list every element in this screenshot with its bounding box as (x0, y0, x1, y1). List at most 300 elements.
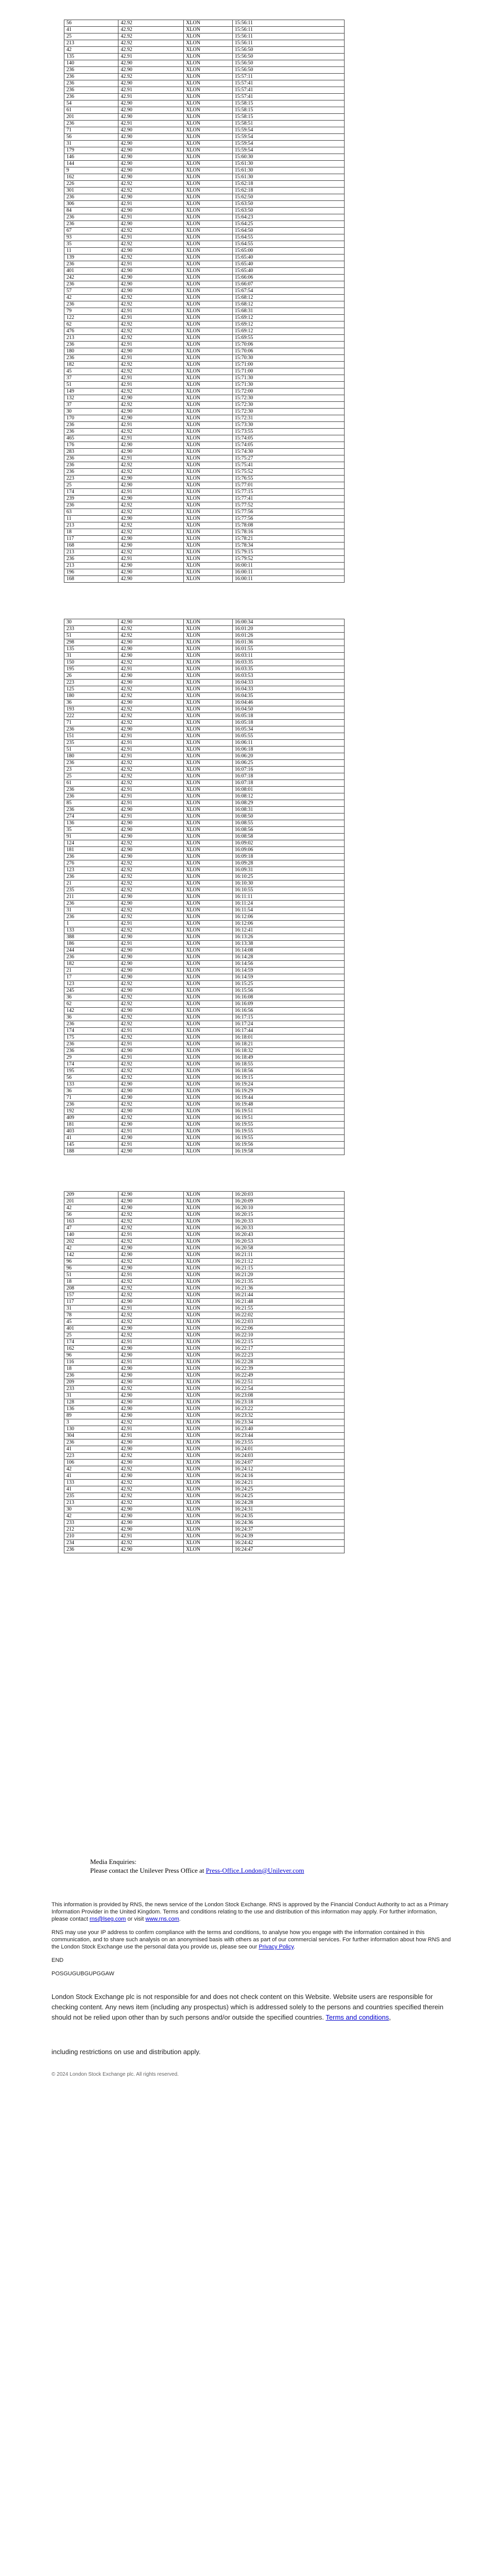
venue-cell: XLON (184, 455, 233, 462)
price-cell: 42.90 (118, 1547, 184, 1553)
time-cell: 15:56:11 (232, 27, 344, 33)
table-row (64, 409, 345, 415)
time-cell: 15:68:12 (232, 295, 344, 301)
price-cell: 42.90 (118, 496, 184, 502)
venue-cell: XLON (184, 927, 233, 934)
venue-cell: XLON (184, 1115, 233, 1122)
volume-cell: 236 (64, 121, 118, 127)
volume-cell: 117 (64, 536, 118, 543)
time-cell: 15:77:56 (232, 509, 344, 516)
table-row (64, 1108, 345, 1115)
volume-cell: 31 (64, 907, 118, 914)
venue-cell: XLON (184, 295, 233, 301)
volume-cell: 236 (64, 954, 118, 961)
venue-cell: XLON (184, 1108, 233, 1115)
venue-cell: XLON (184, 867, 233, 874)
volume-cell: 125 (64, 686, 118, 693)
time-cell: 16:13:26 (232, 934, 344, 941)
privacy-policy-link[interactable]: Privacy Policy (259, 1944, 294, 1950)
price-cell: 42.90 (118, 968, 184, 974)
time-cell: 15:62:18 (232, 188, 344, 194)
venue-cell: XLON (184, 646, 233, 653)
venue-cell: XLON (184, 1393, 233, 1399)
trade-table-block (64, 1191, 345, 1553)
table-row (64, 1413, 345, 1419)
time-cell: 16:24:03 (232, 1453, 344, 1460)
time-cell: 15:78:34 (232, 543, 344, 549)
time-cell: 16:04:50 (232, 706, 344, 713)
table-row (64, 820, 345, 827)
venue-cell: XLON (184, 793, 233, 800)
price-cell: 42.92 (118, 1332, 184, 1339)
table-row (64, 907, 345, 914)
price-cell: 42.90 (118, 1413, 184, 1419)
time-cell: 16:01:55 (232, 646, 344, 653)
privacy-text-2: . (294, 1944, 296, 1950)
price-cell: 42.90 (118, 281, 184, 288)
terms-link[interactable]: Terms and conditions (325, 2013, 389, 2021)
time-cell: 16:24:39 (232, 1533, 344, 1540)
venue-cell: XLON (184, 462, 233, 469)
time-cell: 16:22:28 (232, 1359, 344, 1366)
price-cell: 42.92 (118, 328, 184, 335)
table-row (64, 974, 345, 981)
price-cell: 42.90 (118, 1135, 184, 1142)
time-cell: 16:01:36 (232, 639, 344, 646)
volume-cell: 11 (64, 516, 118, 522)
volume-cell: 18 (64, 1366, 118, 1372)
table-row (64, 961, 345, 968)
table-row (64, 814, 345, 820)
volume-cell: 403 (64, 1128, 118, 1135)
time-cell: 16:11:24 (232, 901, 344, 907)
volume-cell: 236 (64, 1372, 118, 1379)
price-cell: 42.90 (118, 1439, 184, 1446)
price-cell: 42.90 (118, 134, 184, 141)
venue-cell: XLON (184, 335, 233, 342)
table-row (64, 1279, 345, 1285)
table-row (64, 1272, 345, 1279)
table-row (64, 867, 345, 874)
price-cell: 42.92 (118, 368, 184, 375)
venue-cell: XLON (184, 988, 233, 994)
table-row (64, 787, 345, 793)
venue-cell: XLON (184, 700, 233, 706)
time-cell: 16:01:20 (232, 626, 344, 633)
venue-cell: XLON (184, 740, 233, 747)
time-cell: 15:72:00 (232, 388, 344, 395)
price-cell: 42.91 (118, 1339, 184, 1346)
time-cell: 15:59:54 (232, 127, 344, 134)
time-cell: 16:24:07 (232, 1460, 344, 1466)
time-cell: 15:75:52 (232, 469, 344, 476)
time-cell: 15:65:40 (232, 261, 344, 268)
table-row (64, 847, 345, 854)
price-cell: 42.91 (118, 1232, 184, 1239)
venue-cell: XLON (184, 921, 233, 927)
table-row (64, 834, 345, 840)
volume-cell: 45 (64, 368, 118, 375)
table-row (64, 700, 345, 706)
table-row (64, 502, 345, 509)
time-cell: 16:22:10 (232, 1332, 344, 1339)
price-cell: 42.90 (118, 653, 184, 659)
venue-cell: XLON (184, 47, 233, 54)
venue-cell: XLON (184, 1319, 233, 1326)
venue-cell: XLON (184, 1332, 233, 1339)
venue-cell: XLON (184, 1122, 233, 1128)
volume-cell: 42 (64, 1245, 118, 1252)
table-row (64, 181, 345, 188)
volume-cell: 31 (64, 653, 118, 659)
table-row (64, 954, 345, 961)
venue-cell: XLON (184, 563, 233, 569)
price-cell: 42.92 (118, 295, 184, 301)
table-row (64, 1068, 345, 1075)
price-cell: 42.91 (118, 489, 184, 496)
price-cell: 42.91 (118, 1028, 184, 1035)
price-cell: 42.90 (118, 275, 184, 281)
volume-cell: 140 (64, 1232, 118, 1239)
volume-cell: 476 (64, 328, 118, 335)
price-cell: 42.92 (118, 981, 184, 988)
volume-cell: 274 (64, 814, 118, 820)
time-cell: 16:19:29 (232, 1088, 344, 1095)
volume-cell: 236 (64, 355, 118, 362)
table-row (64, 1500, 345, 1506)
price-cell: 42.90 (118, 348, 184, 355)
volume-cell: 23 (64, 767, 118, 773)
table-row (64, 234, 345, 241)
volume-cell: 18 (64, 1279, 118, 1285)
price-cell: 42.90 (118, 563, 184, 569)
time-cell: 15:70:06 (232, 348, 344, 355)
volume-cell: 71 (64, 127, 118, 134)
time-cell: 16:08:12 (232, 793, 344, 800)
time-cell: 16:24:47 (232, 1547, 344, 1553)
price-cell: 42.90 (118, 1299, 184, 1306)
price-cell: 42.90 (118, 726, 184, 733)
privacy-paragraph (52, 1929, 453, 1951)
table-row (64, 706, 345, 713)
volume-cell: 123 (64, 867, 118, 874)
venue-cell: XLON (184, 1500, 233, 1506)
venue-cell: XLON (184, 27, 233, 33)
time-cell: 16:17:24 (232, 1021, 344, 1028)
price-cell: 42.92 (118, 469, 184, 476)
venue-cell: XLON (184, 814, 233, 820)
volume-cell: 41 (64, 1473, 118, 1480)
price-cell: 42.90 (118, 1379, 184, 1386)
venue-cell: XLON (184, 619, 233, 626)
table-row (64, 288, 345, 295)
price-cell: 42.90 (118, 161, 184, 167)
time-cell: 15:56:11 (232, 20, 344, 27)
price-cell: 42.90 (118, 639, 184, 646)
table-row (64, 840, 345, 847)
price-cell: 42.91 (118, 308, 184, 315)
table-row (64, 1480, 345, 1486)
time-cell: 16:06:18 (232, 747, 344, 753)
time-cell: 16:12:06 (232, 921, 344, 927)
table-row (64, 261, 345, 268)
table-row (64, 33, 345, 40)
table-row (64, 921, 345, 927)
price-cell: 42.92 (118, 713, 184, 720)
time-cell: 16:23:18 (232, 1399, 344, 1406)
venue-cell: XLON (184, 54, 233, 60)
price-cell: 42.92 (118, 1001, 184, 1008)
time-cell: 15:72:30 (232, 409, 344, 415)
time-cell: 16:03:53 (232, 673, 344, 680)
volume-cell: 235 (64, 1493, 118, 1500)
venue-cell: XLON (184, 726, 233, 733)
time-cell: 16:20:03 (232, 1192, 344, 1198)
time-cell: 15:58:15 (232, 100, 344, 107)
table-row (64, 680, 345, 686)
volume-cell: 236 (64, 502, 118, 509)
press-office-email-link[interactable]: Press-Office.London@Unilever.com (205, 1867, 304, 1874)
venue-cell: XLON (184, 127, 233, 134)
price-cell: 42.92 (118, 874, 184, 880)
volume-cell: 180 (64, 753, 118, 760)
volume-cell: 245 (64, 988, 118, 994)
venue-cell: XLON (184, 1326, 233, 1332)
venue-cell: XLON (184, 1366, 233, 1372)
table-row (64, 1312, 345, 1319)
volume-cell: 213 (64, 549, 118, 556)
time-cell: 16:19:15 (232, 1075, 344, 1081)
venue-cell: XLON (184, 827, 233, 834)
time-cell: 15:57:41 (232, 87, 344, 94)
time-cell: 16:24:01 (232, 1446, 344, 1453)
venue-cell: XLON (184, 1379, 233, 1386)
time-cell: 16:13:38 (232, 941, 344, 947)
venue-cell: XLON (184, 807, 233, 814)
table-row (64, 1359, 345, 1366)
price-cell: 42.90 (118, 174, 184, 181)
venue-cell: XLON (184, 1352, 233, 1359)
time-cell: 15:62:50 (232, 194, 344, 201)
price-cell: 42.92 (118, 1419, 184, 1426)
table-row (64, 1540, 345, 1547)
volume-cell: 135 (64, 54, 118, 60)
price-cell: 42.92 (118, 1021, 184, 1028)
price-cell: 42.90 (118, 820, 184, 827)
volume-cell: 30 (64, 409, 118, 415)
volume-cell: 96 (64, 1352, 118, 1359)
table-row (64, 1232, 345, 1239)
table-row (64, 462, 345, 469)
price-cell: 42.91 (118, 666, 184, 673)
price-cell: 42.90 (118, 576, 184, 583)
volume-cell: 226 (64, 181, 118, 188)
time-cell: 16:08:29 (232, 800, 344, 807)
table-row (64, 653, 345, 659)
media-enquiries-label: Media Enquiries: (90, 1858, 136, 1866)
table-row (64, 1393, 345, 1399)
price-cell: 42.90 (118, 569, 184, 576)
volume-cell: 63 (64, 509, 118, 516)
venue-cell: XLON (184, 1533, 233, 1540)
table-row (64, 496, 345, 502)
time-cell: 16:24:25 (232, 1493, 344, 1500)
table-row (64, 74, 345, 80)
price-cell: 42.92 (118, 47, 184, 54)
venue-cell: XLON (184, 201, 233, 208)
table-row (64, 1506, 345, 1513)
volume-cell: 51 (64, 382, 118, 388)
table-row (64, 482, 345, 489)
rns-website-link[interactable]: www.rns.com (145, 1916, 179, 1922)
time-cell: 15:69:55 (232, 335, 344, 342)
price-cell: 42.90 (118, 288, 184, 295)
time-cell: 16:09:31 (232, 867, 344, 874)
volume-cell: 401 (64, 268, 118, 275)
price-cell: 42.92 (118, 1480, 184, 1486)
price-cell: 42.91 (118, 1306, 184, 1312)
table-row (64, 1379, 345, 1386)
price-cell: 42.92 (118, 1014, 184, 1021)
table-row (64, 167, 345, 174)
volume-cell: 96 (64, 1259, 118, 1265)
table-row (64, 1339, 345, 1346)
time-cell: 15:69:12 (232, 321, 344, 328)
lse-disclaimer (52, 1992, 453, 2023)
time-cell: 15:76:55 (232, 476, 344, 482)
venue-cell: XLON (184, 174, 233, 181)
rns-email-link[interactable]: rns@lseg.com (90, 1916, 126, 1922)
table-row (64, 1259, 345, 1265)
table-row (64, 536, 345, 543)
venue-cell: XLON (184, 94, 233, 100)
time-cell: 15:78:16 (232, 529, 344, 536)
table-row (64, 927, 345, 934)
volume-cell: 3 (64, 1419, 118, 1426)
volume-cell: 236 (64, 1048, 118, 1055)
time-cell: 15:63:50 (232, 208, 344, 214)
price-cell: 42.90 (118, 268, 184, 275)
table-row (64, 720, 345, 726)
volume-cell: 212 (64, 1527, 118, 1533)
table-row (64, 127, 345, 134)
venue-cell: XLON (184, 1419, 233, 1426)
volume-cell: 174 (64, 1061, 118, 1068)
venue-cell: XLON (184, 422, 233, 429)
time-cell: 15:64:23 (232, 214, 344, 221)
table-row (64, 569, 345, 576)
time-cell: 16:23:08 (232, 1393, 344, 1399)
time-cell: 16:07:16 (232, 767, 344, 773)
volume-cell: 236 (64, 1021, 118, 1028)
price-cell: 42.91 (118, 747, 184, 753)
venue-cell: XLON (184, 1433, 233, 1439)
price-cell: 42.92 (118, 994, 184, 1001)
time-cell: 16:18:01 (232, 1035, 344, 1041)
venue-cell: XLON (184, 1259, 233, 1265)
venue-cell: XLON (184, 469, 233, 476)
venue-cell: XLON (184, 1014, 233, 1021)
volume-cell: 170 (64, 415, 118, 422)
venue-cell: XLON (184, 114, 233, 121)
price-cell: 42.90 (118, 114, 184, 121)
table-row (64, 87, 345, 94)
venue-cell: XLON (184, 275, 233, 281)
volume-cell: 41 (64, 1446, 118, 1453)
volume-cell: 213 (64, 563, 118, 569)
venue-cell: XLON (184, 1285, 233, 1292)
table-row (64, 1406, 345, 1413)
volume-cell: 54 (64, 100, 118, 107)
venue-cell: XLON (184, 1527, 233, 1533)
time-cell: 15:68:12 (232, 301, 344, 308)
time-cell: 15:75:27 (232, 455, 344, 462)
time-cell: 16:22:54 (232, 1386, 344, 1393)
table-row (64, 994, 345, 1001)
time-cell: 16:10:30 (232, 880, 344, 887)
table-row (64, 1319, 345, 1326)
table-row (64, 281, 345, 288)
venue-cell: XLON (184, 1095, 233, 1101)
price-cell: 42.92 (118, 402, 184, 409)
price-cell: 42.92 (118, 429, 184, 435)
time-cell: 16:10:55 (232, 887, 344, 894)
volume-cell: 276 (64, 860, 118, 867)
venue-cell: XLON (184, 80, 233, 87)
time-cell: 16:21:12 (232, 1259, 344, 1265)
volume-cell: 30 (64, 1506, 118, 1513)
price-cell: 42.91 (118, 753, 184, 760)
price-cell: 42.90 (118, 208, 184, 214)
volume-cell: 41 (64, 1486, 118, 1493)
volume-cell: 47 (64, 1225, 118, 1232)
price-cell: 42.90 (118, 1399, 184, 1406)
venue-cell: XLON (184, 653, 233, 659)
time-cell: 15:64:55 (232, 241, 344, 248)
time-cell: 16:21:15 (232, 1265, 344, 1272)
rns-info-text: This information is provided by RNS, the news service of the London Stock Exchange. RNS is approved by the Financial Conduct Authority to act as a Primary Information Provider in the United Kingdom. Terms and conditions relating to the use and distribution of this information may apply. For further information, please contact (52, 1902, 449, 1922)
volume-cell: 42 (64, 1466, 118, 1473)
volume-cell: 236 (64, 787, 118, 793)
price-cell: 42.92 (118, 33, 184, 40)
table-row (64, 1493, 345, 1500)
time-cell: 16:24:12 (232, 1466, 344, 1473)
price-cell: 42.90 (118, 442, 184, 449)
time-cell: 16:20:15 (232, 1212, 344, 1218)
venue-cell: XLON (184, 753, 233, 760)
table-row (64, 988, 345, 994)
venue-cell: XLON (184, 1075, 233, 1081)
volume-cell: 236 (64, 793, 118, 800)
volume-cell: 51 (64, 747, 118, 753)
price-cell: 42.92 (118, 773, 184, 780)
press-office-line (90, 1866, 304, 1875)
price-cell: 42.90 (118, 409, 184, 415)
venue-cell: XLON (184, 161, 233, 167)
table-row (64, 1115, 345, 1122)
venue-cell: XLON (184, 268, 233, 275)
volume-cell: 67 (64, 228, 118, 234)
price-cell: 42.91 (118, 1142, 184, 1148)
volume-cell: 42 (64, 295, 118, 301)
time-cell: 16:24:16 (232, 1473, 344, 1480)
venue-cell: XLON (184, 134, 233, 141)
time-cell: 16:11:54 (232, 907, 344, 914)
venue-cell: XLON (184, 1239, 233, 1245)
time-cell: 16:19:58 (232, 1148, 344, 1155)
price-cell: 42.92 (118, 1212, 184, 1218)
distribution-note: including restrictions on use and distribution apply. (52, 2048, 201, 2056)
